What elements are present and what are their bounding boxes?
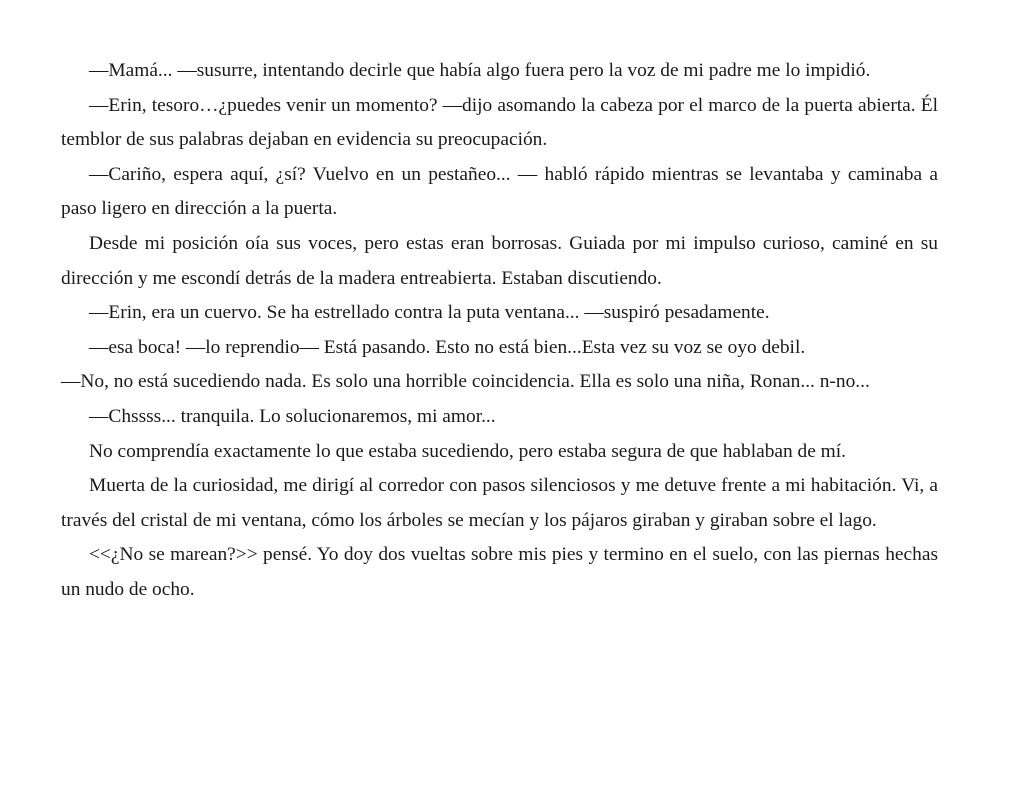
document-page — [61, 54, 938, 608]
paragraph: —esa boca! —lo reprendio— Está pasando. Esto no está bien...Esta vez su voz se oyo debil. — [89, 336, 806, 358]
paragraph: —Cariño, espera aquí, ¿sí? Vuelvo en un pestañeo... — habló rápido mientras se levantaba y caminaba a paso ligero en dirección a la puerta. — [61, 163, 938, 220]
paragraph: —Chssss... tranquila. Lo solucionaremos, mi amor... — [89, 405, 496, 427]
paragraph: —No, no está sucediendo nada. Es solo una horrible coincidencia. Ella es solo una niña, Ronan... n-no... — [61, 371, 870, 393]
paragraph: No comprendía exactamente lo que estaba sucediendo, pero estaba segura de que hablaban de mí. — [89, 440, 847, 462]
paragraph: Muerta de la curiosidad, me dirigí al corredor con pasos silenciosos y me detuve frente a mi habitación. Vi, a través del cristal de mi ventana, cómo los árboles se mecían y los pájaros giraban y giraban sobre el lago. — [61, 475, 938, 531]
paragraph: —Erin, tesoro…¿puedes venir un momento? —dijo asomando la cabeza por el marco de la puerta abierta. Él temblor de sus palabras dejaban en evidencia su preocupación. — [61, 94, 938, 151]
paragraph: Desde mi posición oía sus voces, pero estas eran borrosas. Guiada por mi impulso curioso, caminé en su dirección y me escondí detrás de la madera entreabierta. Estaban discutiendo. — [61, 232, 938, 289]
paragraph: <<¿No se marean?>> pensé. Yo doy dos vueltas sobre mis pies y termino en el suelo, con las piernas hechas un nudo de ocho. — [61, 544, 938, 600]
paragraph: —Erin, era un cuervo. Se ha estrellado contra la puta ventana... —suspiró pesadamente. — [89, 302, 770, 324]
paragraph: —Mamá... —susurre, intentando decirle que había algo fuera pero la voz de mi padre me lo impidió. — [89, 60, 871, 81]
